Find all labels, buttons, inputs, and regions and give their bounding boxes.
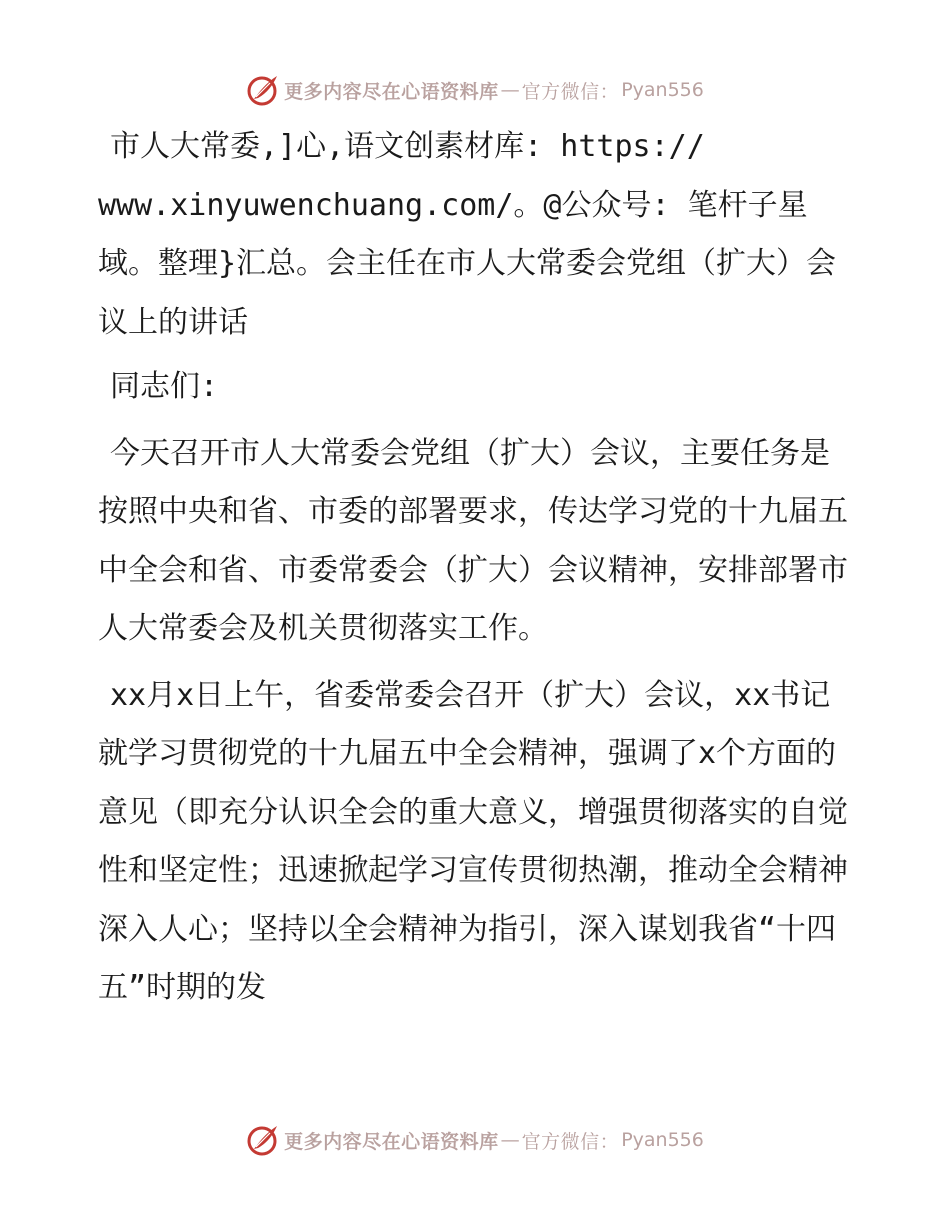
salutation-paragraph: 同志们: [110, 369, 219, 404]
footer-banner [0, 1120, 950, 1160]
feather-seal-icon [246, 1123, 280, 1157]
banner-dash: — [500, 79, 520, 101]
banner-wechat-id: Pyan556 [621, 1129, 704, 1151]
document-title-paragraph: 市人大常委,]心,语文创素材库: https:// www.xinyuwenchuang.com/。@公众号: 笔杆子星域。整理}汇总。会主任在市人大常委会党组（扩大）会议上的讲话 [98, 129, 837, 340]
feather-seal-icon [246, 73, 280, 107]
banner-brand-text: 更多内容尽在心语资料库 [284, 1130, 499, 1153]
banner-contact-label: 官方微信： [521, 80, 620, 103]
banner-contact-label: 官方微信： [521, 1130, 620, 1153]
document-body [98, 118, 858, 1026]
body-paragraph: 今天召开市人大常委会党组（扩大）会议，主要任务是按照中央和省、市委的部署要求，传达学习党的十九届五中全会和省、市委常委会（扩大）会议精神，安排部署市人大常委会及机关贯彻落实工作。 [98, 435, 848, 646]
body-paragraph: xx月x日上午，省委常委会召开（扩大）会议，xx书记就学习贯彻党的十九届五中全会精神，强调了x个方面的意见（即充分认识全会的重大意义，增强贯彻落实的自觉性和坚定性；迅速掀起学习宣传贯彻热潮，推动全会精神深入人心；坚持以全会精神为指引，深入谋划我省“十四五”时期的发 [98, 677, 848, 1005]
banner-dash: — [500, 1129, 520, 1151]
banner-brand-text: 更多内容尽在心语资料库 [284, 80, 499, 103]
banner-wechat-id: Pyan556 [621, 79, 704, 101]
header-banner [0, 70, 950, 110]
